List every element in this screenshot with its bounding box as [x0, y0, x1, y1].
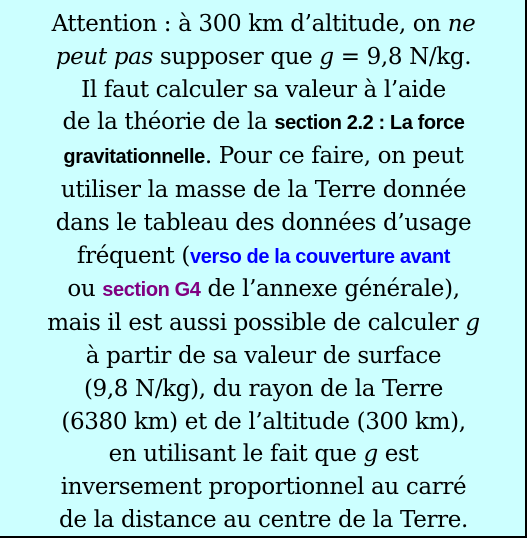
variable-g: g — [465, 310, 480, 337]
note-paragraph — [10, 8, 517, 537]
line-9 — [10, 273, 517, 307]
text-segment: (6380 km) et de l’altitude (300 km), — [61, 408, 466, 435]
text-segment: (9,8 N/kg), du rayon de la Terre — [83, 375, 444, 402]
variable-g: g — [363, 441, 378, 468]
text-segment: = 9,8 N/kg. — [333, 43, 472, 70]
text-segment: à partir de sa valeur de surface — [85, 342, 442, 369]
line-16 — [10, 504, 517, 537]
text-segment: fréquent ( — [76, 242, 191, 269]
variable-g: g — [319, 43, 334, 70]
line-4 — [10, 106, 517, 140]
line-7 — [10, 207, 517, 240]
line-11 — [10, 340, 517, 373]
emphasis-text: ne — [447, 11, 476, 37]
text-segment: est — [377, 441, 419, 468]
text-segment: de la théorie de la — [62, 109, 275, 136]
text-segment: mais il est aussi possible de calculer — [47, 310, 466, 337]
line-13 — [10, 406, 517, 439]
text-segment: Il faut calculer sa valeur à l’aide — [81, 76, 446, 103]
text-segment: de l’annexe générale), — [200, 276, 460, 303]
text-segment: en utilisant le fait que — [108, 441, 364, 468]
line-12 — [10, 373, 517, 406]
emphasis-text: peut pas — [55, 43, 153, 70]
section-reference: gravitationnelle — [63, 146, 205, 169]
line-14 — [10, 438, 517, 471]
text-segment: dans le tableau des données d’usage — [55, 209, 472, 236]
line-10 — [10, 307, 517, 340]
line-3 — [10, 74, 517, 107]
line-5 — [10, 140, 517, 174]
text-segment: utiliser la masse de la Terre donnée — [60, 176, 467, 203]
line-6 — [10, 174, 517, 207]
line-2 — [10, 41, 517, 74]
section-reference: section 2.2 : La force — [274, 112, 465, 135]
text-segment: de la distance au centre de la Terre. — [59, 506, 468, 533]
text-segment: ou — [67, 276, 103, 303]
line-8 — [10, 240, 517, 274]
text-segment: inversement proportionnel au carré — [60, 474, 467, 501]
text-segment: . Pour ce faire, on peut — [204, 143, 464, 170]
text-segment: supposer que — [152, 43, 320, 70]
text-segment: Attention : à 300 km d’altitude, on — [51, 11, 448, 37]
section-g4-link[interactable]: section G4 — [102, 279, 201, 302]
line-15 — [10, 471, 517, 504]
line-1 — [10, 8, 517, 41]
cover-link[interactable]: verso de la couverture avant — [190, 245, 451, 268]
